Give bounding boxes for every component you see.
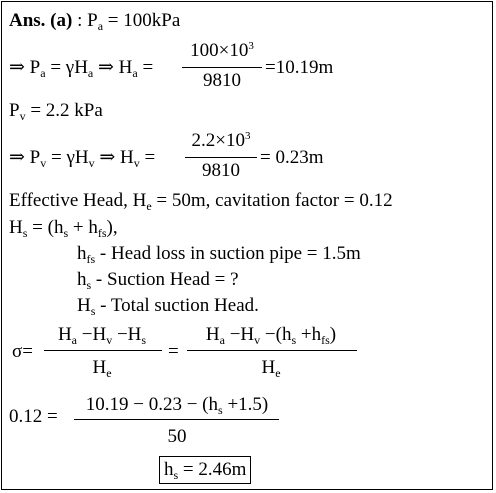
calc-denominator: 50 <box>167 426 187 447</box>
fraction-bar <box>187 350 357 351</box>
pv-head-equation: ⇒ $P_v = \gamma H_v$ ⇒ $H_v$ = <box>9 147 156 170</box>
hs-suction-definition: $h_s$ - Suction Head = ? <box>77 269 239 292</box>
pv-value-line: $P_v = 2.2$ kPa <box>9 100 103 123</box>
pa-head-result: =10.19m <box>265 57 334 78</box>
fraction-bar <box>74 419 279 420</box>
total-suction-definition: $H_s$ - Total suction Head. <box>77 295 259 318</box>
sigma-equals: = <box>168 341 179 362</box>
pv-fraction-numerator: $2.2\times 10^3$ <box>191 130 251 151</box>
sigma-symbol: σ= <box>12 341 33 362</box>
sigma-denominator-2: $H_e$ <box>261 357 281 380</box>
answer-heading-line: Ans. (a) : $P_a = 100kPa$ <box>9 10 181 33</box>
fraction-bar <box>182 67 262 68</box>
solution-panel <box>1 1 493 490</box>
sigma-numerator-2: $H_a -H_v -(h_s +h_{fs})$ <box>205 324 337 347</box>
hfs-definition: $h_{fs}$ - Head loss in suction pipe = 1.5m <box>77 243 361 266</box>
fraction-bar <box>185 157 257 158</box>
sigma-denominator-1: $H_e$ <box>92 357 112 380</box>
effective-head-line: Effective Head, $H_e = 50m$, cavitation factor = 0.12 <box>9 190 393 213</box>
final-answer-box: $h_s = 2.46m$ <box>159 456 251 484</box>
calc-numerator: $10.19 - 0.23 - (h_s +1.5)$ <box>85 394 269 417</box>
pv-fraction-denominator: 9810 <box>202 160 240 181</box>
pv-head-result: = 0.23m <box>260 147 324 168</box>
hs-definition-line: $H_s = (h_s + h_{fs})$, <box>9 217 118 240</box>
answer-label: Ans. (a) <box>9 10 73 31</box>
pa-fraction-numerator: $100\times 10^3$ <box>190 40 254 61</box>
sigma-numerator-1: $H_a -H_v -H_s$ <box>57 324 147 347</box>
fraction-bar <box>44 350 162 351</box>
pa-fraction-denominator: 9810 <box>203 70 241 91</box>
pa-head-equation: ⇒ $P_a = \gamma H_a$ ⇒ $H_a$ = <box>9 57 154 80</box>
calc-lhs: 0.12 = <box>9 406 58 427</box>
